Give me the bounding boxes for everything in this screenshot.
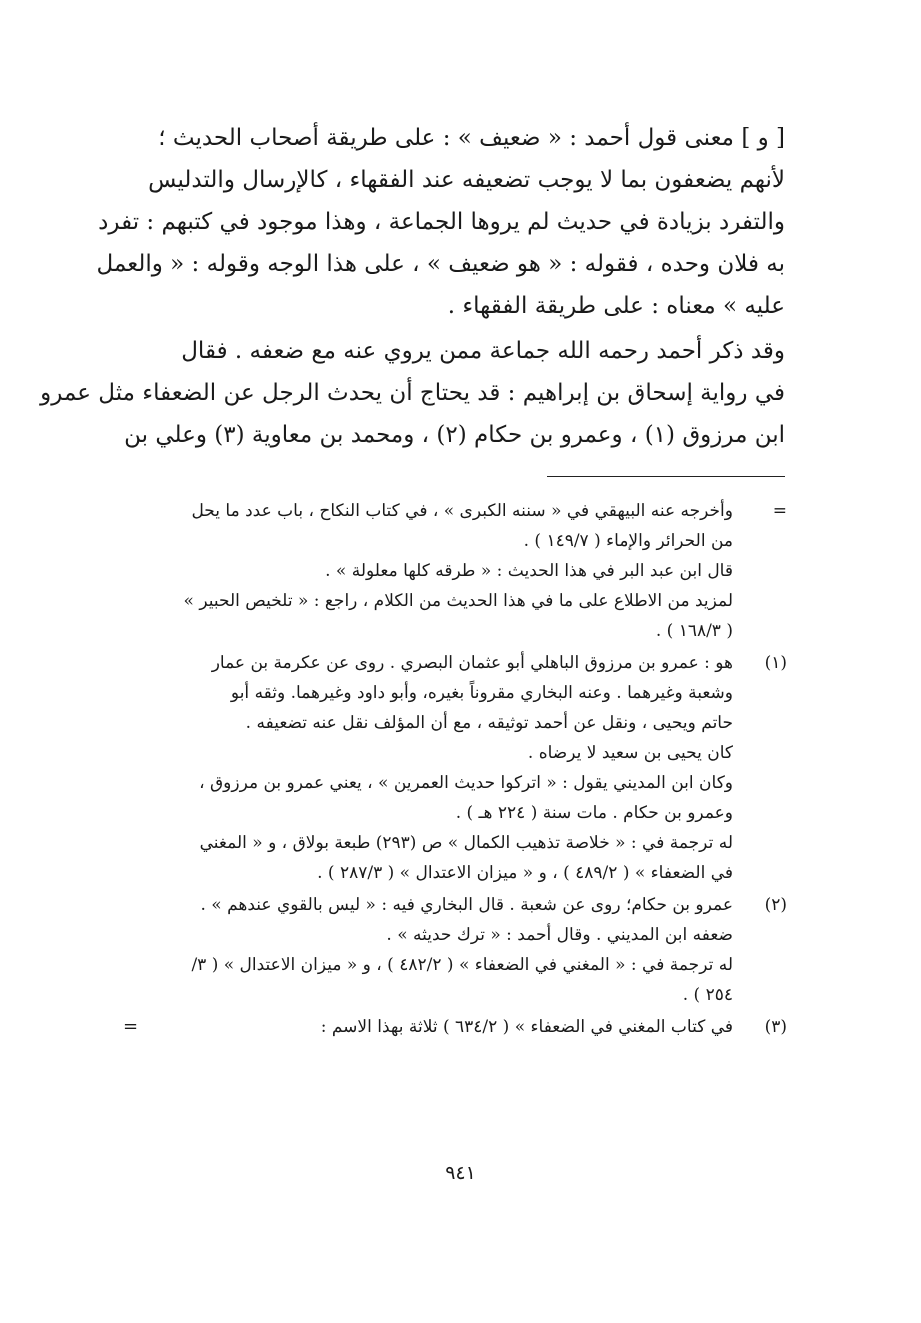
continuation-mark: = xyxy=(772,501,787,521)
footnote-3 xyxy=(123,1012,787,1042)
footnote-1 xyxy=(131,648,787,888)
footnote-separator xyxy=(547,476,785,477)
footnote-line: ضعفه ابن المديني . وقال أحمد : « ترك حديثه » . xyxy=(386,925,733,945)
footnote-number: (١) xyxy=(764,653,787,673)
footnote-line: له ترجمة في : « خلاصة تذهيب الكمال » ص (٢٩٣) طبعة بولاق ، و « المغني xyxy=(199,833,733,853)
page-number: ٩٤١ xyxy=(445,1162,476,1184)
footnote-line: وكان ابن المديني يقول : « اتركوا حديث العمرين » ، يعني عمرو بن مرزوق ، xyxy=(199,773,733,793)
footnote-line: عمرو بن حكام؛ روى عن شعبة . قال البخاري فيه : « ليس بالقوي عندهم » . xyxy=(200,895,733,915)
footnote-line: قال ابن عبد البر في هذا الحديث : « طرقه كلها معلولة » . xyxy=(325,561,733,581)
footnote-line: هو : عمرو بن مرزوق الباهلي أبو عثمان البصري . روى عن عكرمة بن عمار xyxy=(211,653,733,673)
footnote-line: من الحرائر والإماء ( ١٤٩/٧ ) . xyxy=(523,531,733,551)
continuation-mark: = xyxy=(123,1016,139,1037)
footnotes xyxy=(123,496,787,1044)
footnote-line: في الضعفاء » ( ٤٨٩/٢ ) ، و « ميزان الاعتدال » ( ٢٨٧/٣ ) . xyxy=(317,863,733,883)
footnote-number: (٣) xyxy=(764,1017,787,1037)
footnote-continuation xyxy=(131,496,787,646)
text-line: لأنهم يضعفون بما لا يوجب تضعيفه عند الفقهاء ، كالإرسال والتدليس xyxy=(148,167,785,193)
footnote-line: كان يحيى بن سعيد لا يرضاه . xyxy=(527,743,733,763)
body-paragraph-1 xyxy=(96,117,785,327)
footnote-line: في كتاب المغني في الضعفاء » ( ٦٣٤/٢ ) ثلاثة بهذا الاسم : xyxy=(320,1017,733,1037)
footnote-line: لمزيد من الاطلاع على ما في هذا الحديث من الكلام ، راجع : « تلخيص الحبير » xyxy=(183,591,733,611)
body-paragraph-2 xyxy=(40,330,785,456)
text-line: والتفرد بزيادة في حديث لم يروها الجماعة ، وهذا موجود في كتبهم : تفرد xyxy=(98,209,785,235)
text-line: عليه » معناه : على طريقة الفقهاء . xyxy=(447,293,785,319)
footnote-line: وشعبة وغيرهما . وعنه البخاري مقروناً بغيره، وأبو داود وغيرهما. وثقه أبو xyxy=(230,683,733,703)
text-line: [ و ] معنى قول أحمد : « ضعيف » : على طريقة أصحاب الحديث ؛ xyxy=(158,125,785,151)
text-line: به فلان وحده ، فقوله : « هو ضعيف » ، على هذا الوجه وقوله : « والعمل xyxy=(96,251,785,277)
text-line: وقد ذكر أحمد رحمه الله جماعة ممن يروي عنه مع ضعفه . فقال xyxy=(181,338,785,364)
footnote-number: (٢) xyxy=(764,895,787,915)
footnote-2 xyxy=(131,890,787,1010)
footnote-line: وأخرجه عنه البيهقي في « سننه الكبرى » ، في كتاب النكاح ، باب عدد ما يحل xyxy=(191,501,733,521)
footnote-line: حاتم ويحيى ، ونقل عن أحمد توثيقه ، مع أن المؤلف نقل عنه تضعيفه . xyxy=(245,713,733,733)
footnote-line: ( ١٦٨/٣ ) . xyxy=(655,621,733,641)
footnote-line: ٢٥٤ ) . xyxy=(682,985,733,1005)
footnote-line: له ترجمة في : « المغني في الضعفاء » ( ٤٨٢/٢ ) ، و « ميزان الاعتدال » ( ٣/ xyxy=(191,955,733,975)
text-line: في رواية إسحاق بن إبراهيم : قد يحتاج أن يحدث الرجل عن الضعفاء مثل عمرو xyxy=(40,380,785,406)
text-line: ابن مرزوق (١) ، وعمرو بن حكام (٢) ، ومحمد بن معاوية (٣) وعلي بن xyxy=(124,422,785,448)
footnote-line: وعمرو بن حكام . مات سنة ( ٢٢٤ هـ ) . xyxy=(455,803,733,823)
